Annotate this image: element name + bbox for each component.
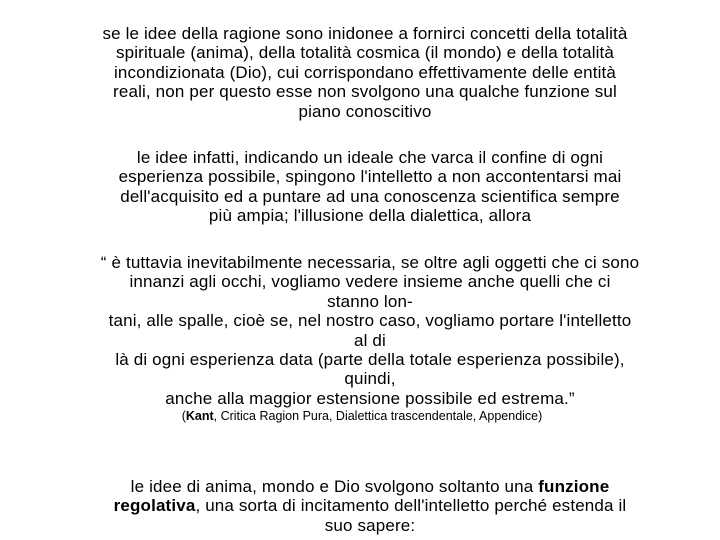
text-line: esperienza possibile, spingono l'intelletto a non accontentarsi mai	[118, 167, 622, 187]
quote-line: tani, alle spalle, cioè se, nel nostro caso, vogliamo portare l'intelletto	[108, 311, 632, 331]
kant-quote	[30, 253, 710, 408]
quote-line: là di ogni esperienza data (parte della totale esperienza possibile),	[115, 350, 625, 370]
text-line: incondizionata (Dio), cui corrispondano effettivamente delle entità	[113, 62, 617, 82]
citation-open: (	[181, 409, 186, 423]
text-line: spirituale (anima), della totalità cosmica (il mondo) e della totalità	[115, 43, 615, 63]
text-line: suo sapere:	[324, 515, 416, 535]
quote-line: anche alla maggior estensione possibile ed estrema.”	[165, 388, 575, 408]
text-run: le idee di anima, mondo e Dio svolgono soltanto una	[130, 477, 539, 496]
text-line: più ampia; l'illusione della dialettica, allora	[208, 206, 532, 226]
text-line	[40, 477, 700, 496]
text-line: reali, non per questo esse non svolgono una qualche funzione sul	[113, 82, 617, 102]
paragraph-ideas-reason	[40, 24, 690, 121]
text-line: piano conoscitivo	[298, 101, 432, 121]
paragraph-ideal-beyond-experience	[60, 148, 680, 226]
quote-line: al di	[354, 330, 386, 350]
text-line: le idee infatti, indicando un ideale che varca il confine di ogni	[136, 148, 604, 167]
text-run: , una sorta di incitamento dell'intelletto perché estenda il	[195, 496, 627, 516]
quote-line: quindi,	[344, 369, 396, 389]
text-line: dell'acquisito ed a puntare ad una conoscenza scientifica sempre	[120, 186, 620, 206]
bold-term: funzione	[538, 477, 610, 496]
quote-line: stanno lon-	[327, 291, 413, 311]
quote-citation	[2, 408, 720, 424]
quote-line: innanzi agli occhi, vogliamo vedere insieme anche quelli che ci	[129, 272, 611, 292]
quote-line: “ è tuttavia inevitabilmente necessaria, se oltre agli oggetti che ci sono	[100, 253, 640, 272]
citation-source: , Critica Ragion Pura, Dialettica trascendentale, Appendice)	[213, 409, 543, 423]
bold-term: regolativa	[113, 496, 196, 516]
text-line: se le idee della ragione sono inidonee a fornirci concetti della totalità	[102, 24, 628, 43]
citation-author: Kant	[185, 409, 214, 423]
paragraph-regulative-function	[40, 477, 700, 535]
text-line	[40, 496, 700, 515]
